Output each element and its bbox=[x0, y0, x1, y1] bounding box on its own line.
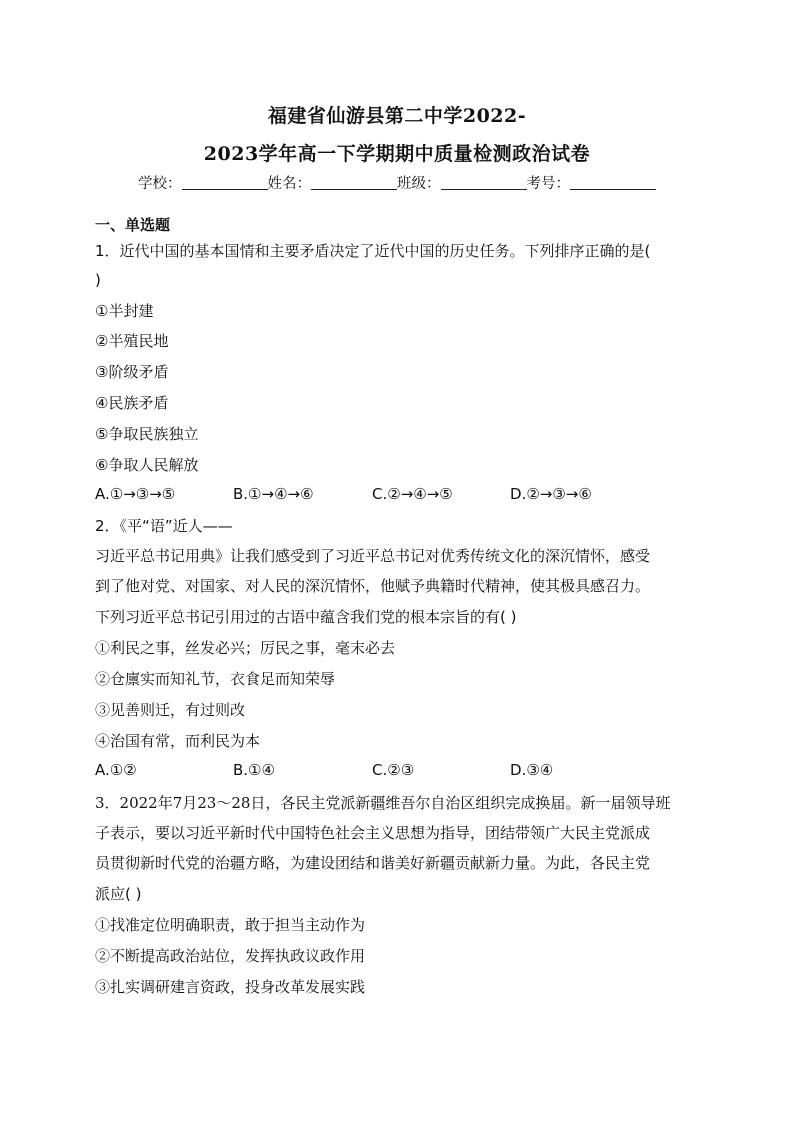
q3-item-3: ③扎实调研建言资政，投身改革发展实践 bbox=[95, 978, 366, 996]
q1-option-b[interactable]: B.①→④→⑥ bbox=[233, 485, 314, 503]
q1-item-1: ①半封建 bbox=[95, 302, 154, 320]
q2-item-3: ③见善则迁，有过则改 bbox=[95, 701, 246, 719]
q1-stem-line2: ) bbox=[95, 271, 101, 289]
q3-stem-line2: 子表示，要以习近平新时代中国特色社会主义思想为指导，团结带领广大民主党派成 bbox=[95, 824, 651, 842]
q3-item-1: ①找准定位明确职责，敢于担当主动作为 bbox=[95, 916, 366, 934]
q2-stem-line4: 下列习近平总书记引用过的古语中蕴含我们党的根本宗旨的有( ) bbox=[95, 608, 517, 626]
q2-item-2: ②仓廪实而知礼节，衣食足而知荣辱 bbox=[95, 670, 336, 688]
school-field bbox=[138, 172, 268, 193]
q1-item-2: ②半殖民地 bbox=[95, 332, 169, 350]
class-field bbox=[397, 172, 527, 193]
q1-item-3: ③阶级矛盾 bbox=[95, 363, 169, 381]
student-info-line bbox=[0, 172, 794, 193]
name-label: 姓名： bbox=[267, 176, 311, 192]
name-blank[interactable] bbox=[311, 175, 397, 190]
name-field bbox=[268, 172, 398, 193]
q2-option-b[interactable]: B.①④ bbox=[233, 761, 275, 779]
q2-option-d[interactable]: D.③④ bbox=[510, 761, 554, 779]
q2-item-1: ①利民之事，丝发必兴；厉民之事，毫末必去 bbox=[95, 639, 396, 657]
exam-title-line1: 福建省仙游县第二中学2022- bbox=[267, 105, 527, 127]
exam-number-field bbox=[527, 172, 657, 193]
q1-option-a[interactable]: A.①→③→⑤ bbox=[95, 485, 176, 503]
q3-stem-line3: 员贯彻新时代党的治疆方略，为建设团结和谐美好新疆贡献新力量。为此，各民主党 bbox=[95, 854, 651, 872]
q2-option-c[interactable]: C.②③ bbox=[372, 761, 415, 779]
q1-item-5: ⑤争取民族独立 bbox=[95, 425, 199, 443]
q2-stem-line1: 2．《平“语”近人—— bbox=[95, 517, 233, 535]
q2-item-4: ④治国有常，而利民为本 bbox=[95, 732, 261, 750]
q2-stem-line2: 习近平总书记用典》让我们感受到了习近平总书记对优秀传统文化的深沉情怀，感受 bbox=[95, 547, 651, 565]
q2-option-a[interactable]: A.①② bbox=[95, 761, 137, 779]
class-blank[interactable] bbox=[441, 175, 527, 190]
exam-number-label: 考号： bbox=[526, 176, 570, 192]
q1-option-d[interactable]: D.②→③→⑥ bbox=[510, 485, 592, 503]
q1-item-6: ⑥争取人民解放 bbox=[95, 456, 199, 474]
q3-stem-line4: 派应( ) bbox=[95, 885, 142, 903]
school-blank[interactable] bbox=[182, 175, 268, 190]
exam-title-line2: 2023学年高一下学期期中质量检测政治试卷 bbox=[203, 143, 591, 165]
school-label: 学校： bbox=[138, 176, 182, 192]
q1-stem-line1: 1．近代中国的基本国情和主要矛盾决定了近代中国的历史任务。下列排序正确的是( bbox=[95, 242, 651, 260]
q1-item-4: ④民族矛盾 bbox=[95, 394, 169, 412]
q2-stem-line3: 到了他对党、对国家、对人民的深沉情怀，他赋予典籍时代精神，使其极具感召力。 bbox=[95, 577, 651, 595]
q1-option-c[interactable]: C.②→④→⑤ bbox=[372, 485, 453, 503]
exam-number-blank[interactable] bbox=[570, 175, 656, 190]
q3-item-2: ②不断提高政治站位，发挥执政议政作用 bbox=[95, 947, 366, 965]
section-title: 一、单选题 bbox=[95, 216, 171, 234]
class-label: 班级： bbox=[397, 176, 441, 192]
q3-stem-line1: 3．2022年7月23～28日，各民主党派新疆维吾尔自治区组织完成换届。新一届领导班 bbox=[95, 794, 671, 812]
